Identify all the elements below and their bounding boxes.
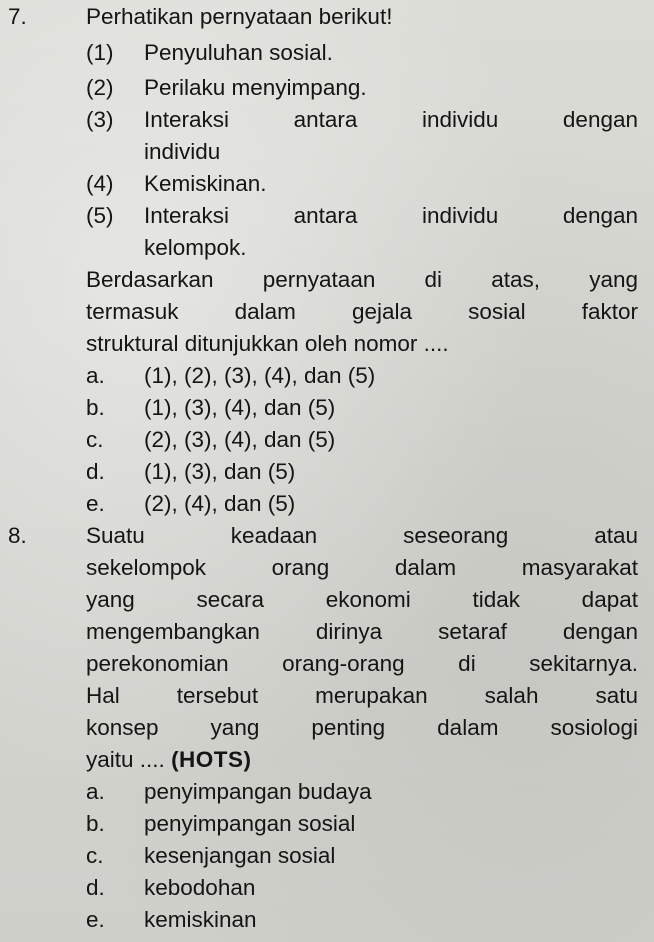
- statement-1: [86, 40, 333, 66]
- option-c: [86, 843, 335, 869]
- option-b: [86, 395, 335, 421]
- statement-5-continuation: kelompok.: [144, 235, 247, 260]
- option-letter: d.: [86, 875, 105, 900]
- option-text: kebodohan: [144, 875, 256, 900]
- statement-number: (3): [86, 107, 114, 132]
- statement-text: Interaksi antara individu dengan: [144, 107, 638, 132]
- statement-5: [86, 203, 638, 229]
- option-text: (1), (3), (4), dan (5): [144, 395, 336, 420]
- question-stem-line: termasuk dalam gejala sosial faktor: [86, 299, 638, 324]
- option-d: [86, 875, 255, 901]
- statement-text: Penyuluhan sosial.: [144, 40, 333, 65]
- option-c: [86, 427, 335, 453]
- option-letter: b.: [86, 811, 105, 836]
- statement-2: [86, 75, 367, 101]
- option-letter: a.: [86, 363, 105, 388]
- question-number: 8.: [8, 523, 27, 548]
- question-stem-line: Berdasarkan pernyataan di atas, yang: [86, 267, 638, 292]
- question-stem-line: mengembangkan dirinya setaraf dengan: [86, 619, 638, 644]
- statement-number: (1): [86, 40, 114, 65]
- option-d: [86, 459, 295, 485]
- question-stem-last-line: [86, 747, 638, 773]
- question-stem-text: yaitu ....: [86, 747, 165, 772]
- option-text: (2), (4), dan (5): [144, 491, 296, 516]
- option-text: (2), (3), (4), dan (5): [144, 427, 336, 452]
- statement-number: (2): [86, 75, 114, 100]
- option-e: [86, 907, 257, 933]
- option-letter: e.: [86, 907, 105, 932]
- statement-text: Interaksi antara individu dengan: [144, 203, 638, 228]
- statement-number: (5): [86, 203, 114, 228]
- option-text: (1), (3), dan (5): [144, 459, 296, 484]
- option-letter: e.: [86, 491, 105, 516]
- question-stem-line: konsep yang penting dalam sosiologi: [86, 715, 638, 740]
- option-a: [86, 779, 372, 805]
- statement-4: [86, 171, 267, 197]
- option-text: kesenjangan sosial: [144, 843, 336, 868]
- option-letter: c.: [86, 427, 104, 452]
- hots-tag: (HOTS): [171, 747, 252, 772]
- option-b: [86, 811, 355, 837]
- question-stem-line: yang secara ekonomi tidak dapat: [86, 587, 638, 612]
- option-letter: a.: [86, 779, 105, 804]
- question-stem-line: Suatu keadaan seseorang atau: [86, 523, 638, 548]
- option-letter: b.: [86, 395, 105, 420]
- option-letter: c.: [86, 843, 104, 868]
- question-stem-line: struktural ditunjukkan oleh nomor ....: [86, 331, 449, 356]
- option-text: penyimpangan sosial: [144, 811, 356, 836]
- option-e: [86, 491, 295, 517]
- question-number: 7.: [8, 4, 27, 29]
- question-stem-line: Hal tersebut merupakan salah satu: [86, 683, 638, 708]
- question-title: Perhatikan pernyataan berikut!: [86, 4, 393, 29]
- statement-3-continuation: individu: [144, 139, 221, 164]
- statement-text: Perilaku menyimpang.: [144, 75, 367, 100]
- option-text: kemiskinan: [144, 907, 257, 932]
- statement-text: Kemiskinan.: [144, 171, 267, 196]
- statement-number: (4): [86, 171, 114, 196]
- option-text: penyimpangan budaya: [144, 779, 372, 804]
- question-stem-line: perekonomian orang-orang di sekitarnya.: [86, 651, 638, 676]
- statement-3: [86, 107, 638, 133]
- option-text: (1), (2), (3), (4), dan (5): [144, 363, 376, 388]
- question-stem-line: sekelompok orang dalam masyarakat: [86, 555, 638, 580]
- option-letter: d.: [86, 459, 105, 484]
- option-a: [86, 363, 375, 389]
